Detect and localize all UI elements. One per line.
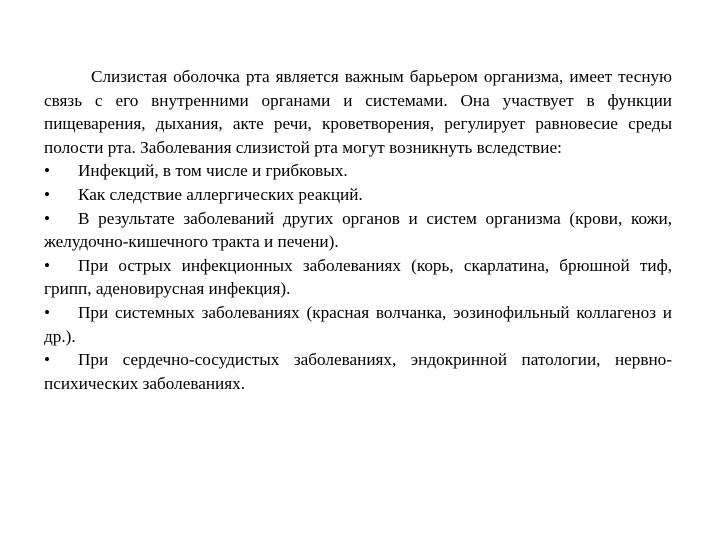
list-item [44, 159, 672, 183]
intro-paragraph: Слизистая оболочка рта является важным барьером организма, имеет тесную связь с его внутренними органами и системами. Она участвует в функции пищеварения, дыхания, акте речи, кроветворения, регулирует равновесие среды полости рта. Заболевания слизистой рта могут возникнуть вследствие: [44, 67, 672, 157]
list-item [44, 183, 672, 207]
list-item-text: В результате заболеваний других органов и систем организма (крови, кожи, желудочно-кишечного тракта и печени). [44, 208, 672, 252]
list-item-text: Как следствие аллергических реакций. [78, 184, 363, 204]
list-item [44, 301, 672, 348]
bullet-icon: • [44, 255, 51, 275]
bullet-icon: • [44, 302, 51, 322]
list-item-text: Инфекций, в том числе и грибковых. [78, 161, 348, 181]
list-item [44, 254, 672, 301]
bullet-icon: • [44, 208, 51, 228]
list-item [44, 207, 672, 254]
bullet-icon: • [44, 350, 51, 370]
list-item-text: При системных заболеваниях (красная волчанка, эозинофильный коллагеноз и др.). [44, 302, 672, 346]
list-item-text: При острых инфекционных заболеваниях (корь, скарлатина, брюшной тиф, грипп, аденовирусная инфекция). [44, 255, 672, 299]
bullet-icon: • [44, 161, 51, 181]
list-item [44, 348, 672, 395]
bullet-icon: • [44, 184, 51, 204]
document-text [44, 65, 672, 395]
list-item-text: При сердечно-сосудистых заболеваниях, эндокринной патологии, нервно-психических заболеваниях. [44, 350, 672, 393]
